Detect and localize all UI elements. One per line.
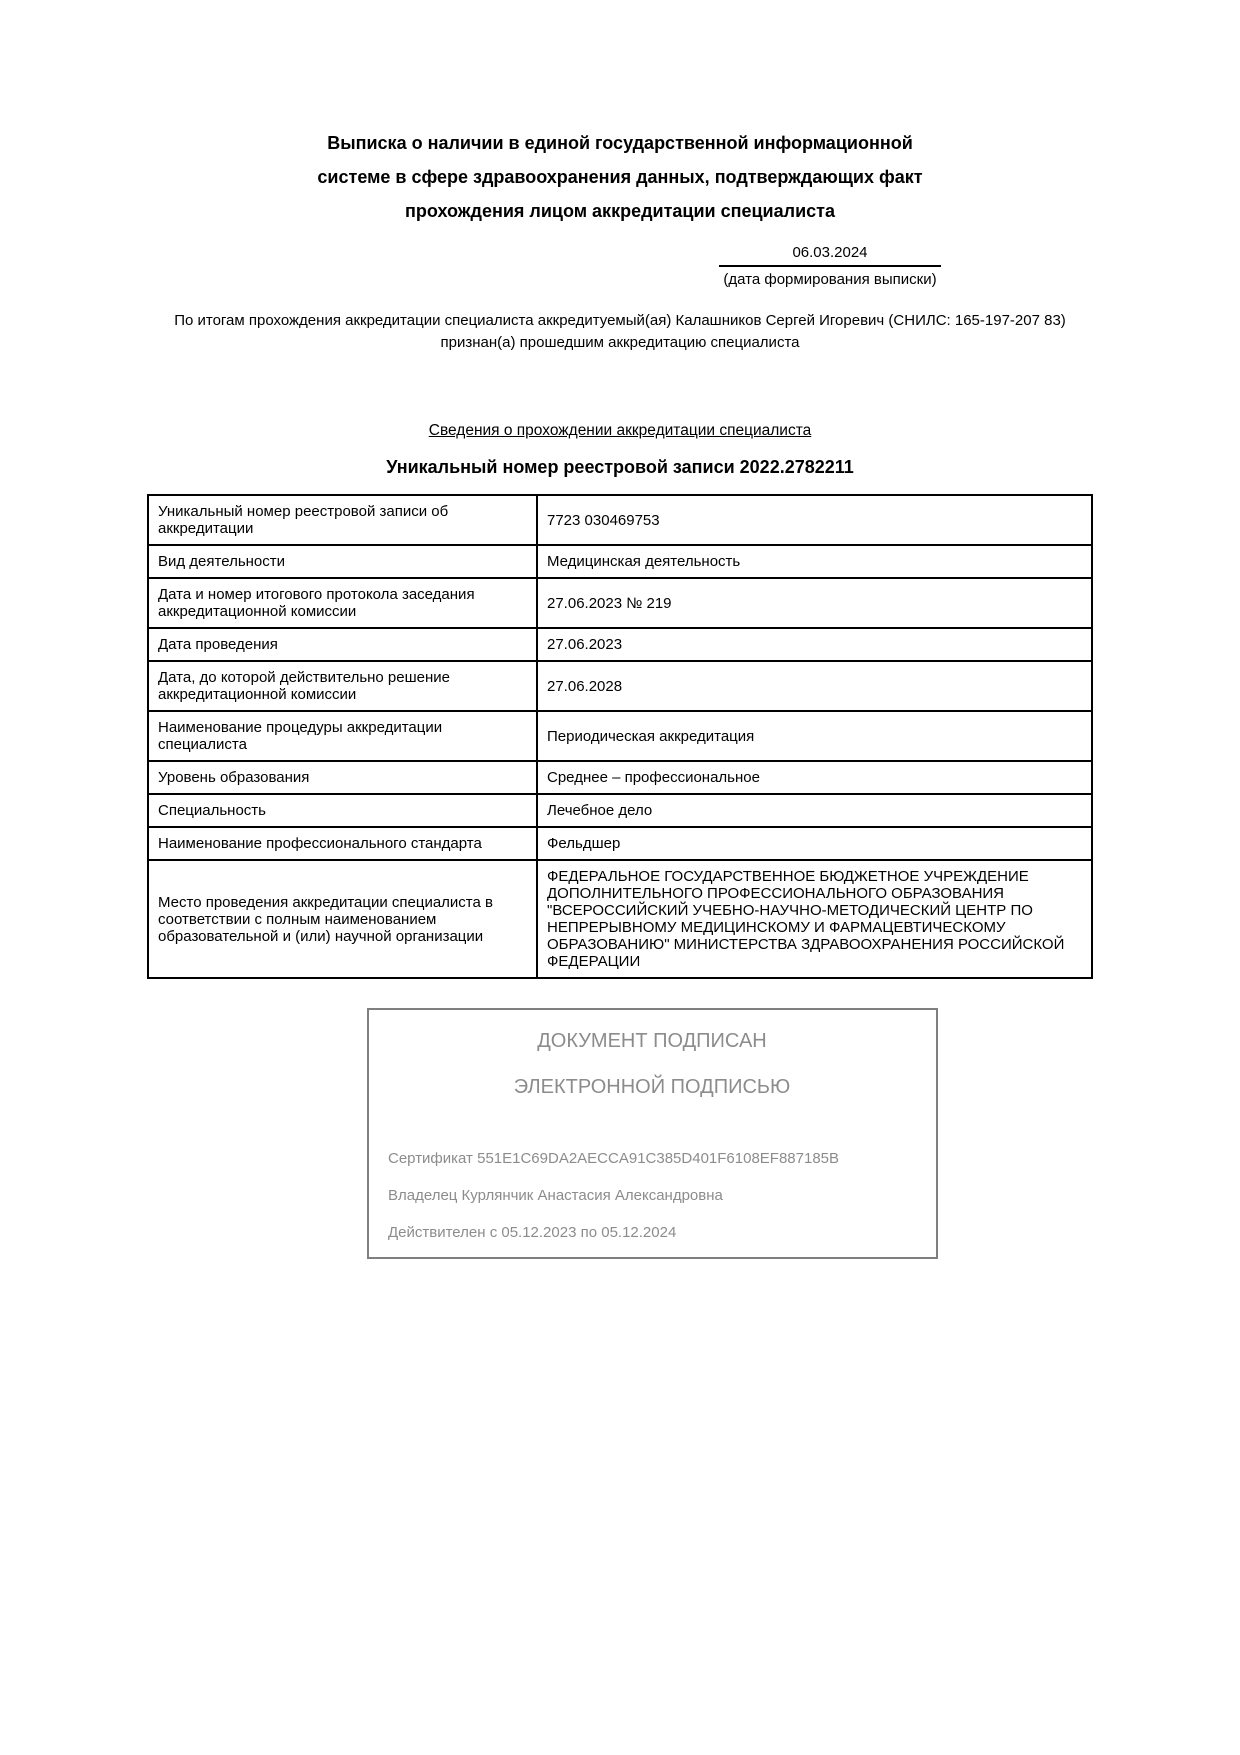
document-title-line-2: системе в сфере здравоохранения данных, подтверждающих факт (317, 167, 923, 187)
document-title-line-3: прохождения лицом аккредитации специалиста (405, 201, 835, 221)
table-row (148, 860, 1092, 978)
row-label: Уровень образования (148, 761, 537, 794)
intro-line-1: По итогам прохождения аккредитации специалиста аккредитуемый(ая) Калашников Сергей Игоревич (СНИЛС: 165-197-207 83) (174, 312, 1066, 329)
row-label: Место проведения аккредитации специалиста в соответствии с полным наименованием образовательной и (или) научной организации (148, 860, 537, 978)
row-label: Наименование процедуры аккредитации специалиста (148, 711, 537, 761)
accreditation-table-body (148, 495, 1092, 978)
signature-heading-line-1: ДОКУМЕНТ ПОДПИСАН (537, 1030, 767, 1052)
row-label: Дата проведения (148, 628, 537, 661)
document-title (147, 0, 1093, 228)
formation-date-caption: (дата формирования выписки) (723, 271, 937, 288)
document-content (147, 0, 1093, 1259)
signature-heading-line-2: ЭЛЕКТРОННОЙ ПОДПИСЬЮ (513, 1076, 791, 1098)
table-row (148, 578, 1092, 628)
certificate-line: Сертификат 551E1C69DA2AECCA91C385D401F6108EF887185B (388, 1150, 840, 1167)
row-label: Наименование профессионального стандарта (148, 827, 537, 860)
table-row (148, 711, 1092, 761)
table-row (148, 545, 1092, 578)
row-label: Дата, до которой действительно решение аккредитационной комиссии (148, 661, 537, 711)
row-label: Специальность (148, 794, 537, 827)
row-value: 27.06.2028 (537, 661, 1092, 711)
formation-date-block (719, 244, 941, 288)
accreditation-table (147, 494, 1093, 979)
table-row (148, 761, 1092, 794)
table-row (148, 628, 1092, 661)
table-row (148, 827, 1092, 860)
row-value: ФЕДЕРАЛЬНОЕ ГОСУДАРСТВЕННОЕ БЮДЖЕТНОЕ УЧРЕЖДЕНИЕ ДОПОЛНИТЕЛЬНОГО ПРОФЕССИОНАЛЬНОГО ОБРАЗОВАНИЯ "ВСЕРОССИЙСКИЙ УЧЕБНО-НАУЧНО-МЕТОДИЧЕСКИЙ ЦЕНТР ПО НЕПРЕРЫВНОМУ МЕДИЦИНСКОМУ И ФАРМАЦЕВТИЧЕСКОМУ ОБРАЗОВАНИЮ" МИНИСТЕРСТВА ЗДРАВООХРАНЕНИЯ РОССИЙСКОЙ ФЕДЕРАЦИИ (537, 860, 1092, 978)
row-label: Уникальный номер реестровой записи об аккредитации (148, 495, 537, 545)
signature-box (367, 1008, 938, 1259)
document-title-line-1: Выписка о наличии в единой государственной информационной (327, 133, 913, 153)
registry-number-heading: Уникальный номер реестровой записи 2022.2782211 (386, 457, 854, 477)
intro-line-2: признан(а) прошедшим аккредитацию специалиста (440, 334, 800, 351)
row-value: 27.06.2023 (537, 628, 1092, 661)
table-row (148, 495, 1092, 545)
row-value: Лечебное дело (537, 794, 1092, 827)
row-value: 27.06.2023 № 219 (537, 578, 1092, 628)
row-value: Периодическая аккредитация (537, 711, 1092, 761)
row-value: Медицинская деятельность (537, 545, 1092, 578)
formation-date: 06.03.2024 (719, 244, 941, 267)
section-heading: Сведения о прохождении аккредитации специалиста (428, 422, 812, 439)
table-row (148, 661, 1092, 711)
intro-paragraph (147, 310, 1093, 354)
row-value: 7723 030469753 (537, 495, 1092, 545)
row-label: Дата и номер итогового протокола заседания аккредитационной комиссии (148, 578, 537, 628)
owner-line: Владелец Курлянчик Анастасия Александровна (388, 1187, 723, 1204)
row-value: Фельдшер (537, 827, 1092, 860)
validity-line: Действителен с 05.12.2023 по 05.12.2024 (388, 1224, 677, 1241)
table-row (148, 794, 1092, 827)
row-value: Среднее – профессиональное (537, 761, 1092, 794)
row-label: Вид деятельности (148, 545, 537, 578)
